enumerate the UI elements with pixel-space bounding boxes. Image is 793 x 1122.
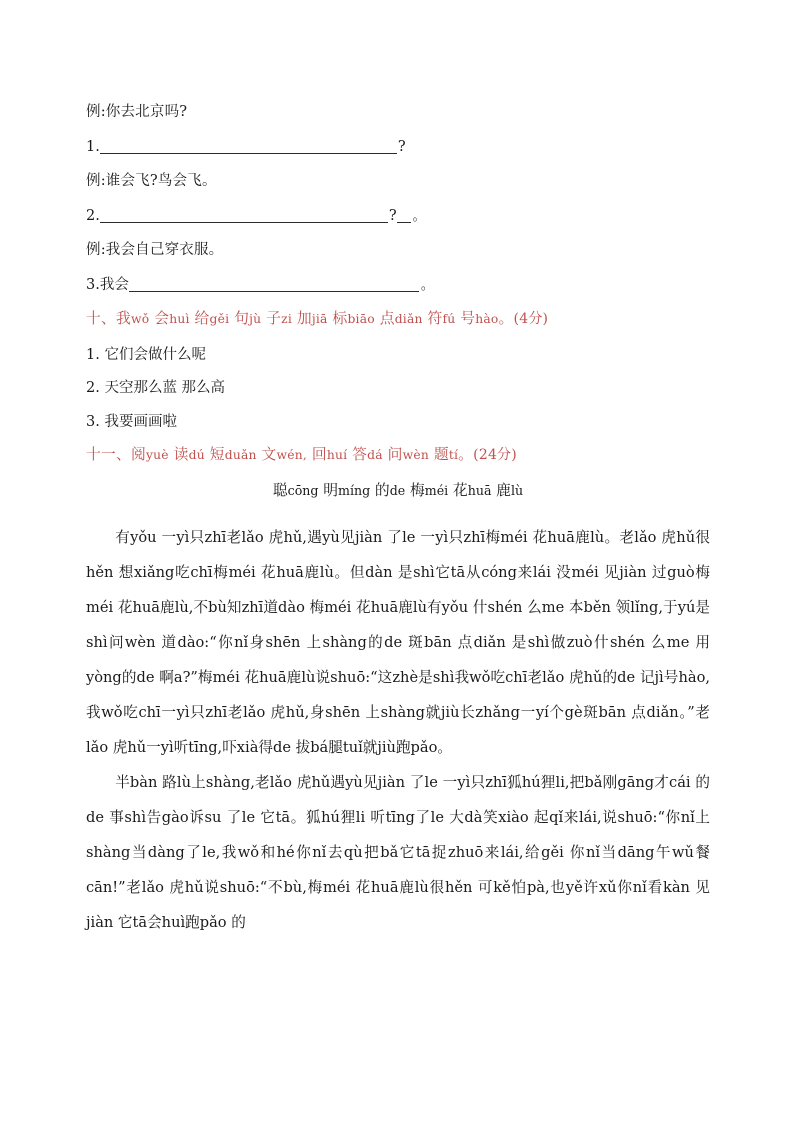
example-line-2: 例:谁会飞?鸟会飞。 <box>86 173 217 189</box>
answer-number-1: 1. <box>86 138 100 155</box>
section-ten-number: 十、 <box>86 310 116 327</box>
section-eleven-number: 十一、 <box>86 446 131 464</box>
section-ten-items <box>86 348 710 430</box>
page-content <box>86 105 710 940</box>
section-ten-heading-pair-2 <box>154 310 189 327</box>
section-ten-heading-pinyin-3: gěi <box>209 312 230 326</box>
section-ten-heading-pair-7 <box>332 310 374 327</box>
answer-row-2[interactable] <box>86 209 710 224</box>
section-ten-terminator: 。 <box>498 310 514 327</box>
section-eleven-heading-pair-6 <box>352 446 383 463</box>
passage-title-pinyin-2: míng <box>338 483 371 499</box>
example-line-1: 例:你去北京吗? <box>86 104 188 120</box>
answer-tail-1: ? <box>397 138 406 155</box>
section-eleven-heading-pair-2 <box>174 446 205 463</box>
passage-title-pinyin-3: de <box>389 483 406 499</box>
answer-row-1[interactable] <box>86 140 710 155</box>
passage-paragraph-1: 有yǒu 一yì只zhī老lǎo 虎hǔ,遇yù见jiàn 了le 一yì只zhī梅méi 花huā鹿lù。老lǎo 虎hǔ很hěn 想xiǎng吃chī梅méi 花huā鹿lù。但dàn 是shì它tā从cóng来lái 没méi 见jiàn 过guò梅méi 花huā鹿lù,不bù知zhī道dào 梅méi 花huā鹿lù有yǒu 什shén 么me 本běn 领lǐng,于yú是shì问wèn 道dào:“你nǐ身shēn 上shàng的de 斑bān 点diǎn 是shì做zuò什shén 么me 用yòng的de 啊a?”梅méi 花huā鹿lù说shuō:“这zhè是shì我wǒ吃chī老lǎo 虎hǔ的de 记jì号hào,我wǒ吃chī一yì只zhī老lǎo 虎hǔ,身shēn 上shàng就jiù长zhǎng一yí个gè斑bān 点diǎn。”老lǎo 虎hǔ一yì听tīng,吓xià得de 拔bá腿tuǐ就jiù跑pǎo。 <box>86 528 710 756</box>
section-ten-heading-pinyin-5: zi <box>281 312 292 326</box>
passage-title-hanzi-6: 鹿 <box>496 482 511 500</box>
section-ten-heading-pinyin-1: wǒ <box>131 312 150 326</box>
section-ten-heading-pinyin-9: fú <box>442 312 456 326</box>
answer-row-3[interactable] <box>86 278 710 293</box>
section-ten-heading-pinyin-10: hào <box>475 312 499 326</box>
section-ten-heading-pair-8 <box>380 310 423 327</box>
section-ten-item-3: 3. 我要画画啦 <box>86 413 177 430</box>
section-ten-heading-hanzi-1: 我 <box>116 310 131 327</box>
passage-title-pair-5 <box>453 482 492 499</box>
answer-tail-2: ? <box>388 207 397 224</box>
section-eleven-heading-hanzi-8: 题 <box>433 446 449 464</box>
section-ten-heading-hanzi-10: 号 <box>460 310 476 327</box>
section-ten-heading-pair-4 <box>234 310 261 327</box>
passage-title-pair-3 <box>375 482 405 499</box>
section-ten-heading <box>86 312 710 327</box>
section-ten-score: (4分) <box>513 311 549 327</box>
answer-blank-2b[interactable] <box>397 209 411 223</box>
answer-tail-2b: 。 <box>412 209 426 224</box>
section-eleven-heading-pair-3 <box>210 446 257 463</box>
section-ten-heading-pair-1 <box>116 310 149 327</box>
section-eleven-heading-hanzi-1: 阅 <box>131 446 146 464</box>
section-eleven-terminator: 。 <box>458 446 474 464</box>
passage-title-hanzi-4: 梅 <box>409 482 425 500</box>
section-eleven-heading-pair-4 <box>262 446 307 463</box>
section-eleven-heading-pinyin-6: dá <box>367 448 383 463</box>
section-eleven-heading-hanzi-6: 答 <box>352 446 368 464</box>
section-ten-heading-hanzi-5: 子 <box>266 310 282 327</box>
reading-passage <box>86 520 710 940</box>
passage-title-hanzi-2: 明 <box>323 482 339 500</box>
section-eleven-heading-pair-7 <box>388 446 429 463</box>
passage-title <box>86 484 710 499</box>
passage-title-pinyin-6: lù <box>510 483 524 499</box>
answer-number-2: 2. <box>86 207 100 224</box>
section-eleven-heading-hanzi-3: 短 <box>209 446 225 464</box>
example-line-3: 例:我会自己穿衣服。 <box>86 242 224 258</box>
section-ten-heading-pinyin-2: huì <box>169 312 190 326</box>
section-eleven-heading <box>86 448 710 463</box>
section-eleven-score: (24分) <box>473 447 517 464</box>
section-ten-heading-hanzi-2: 会 <box>154 310 170 327</box>
section-eleven-heading-pinyin-5: huí <box>326 448 348 463</box>
section-ten-heading-hanzi-3: 给 <box>194 310 210 327</box>
section-eleven-heading-pinyin-8: tí <box>448 448 459 463</box>
section-eleven-heading-pinyin-3: duǎn <box>224 448 257 463</box>
passage-title-pinyin-4: méi <box>424 483 449 499</box>
section-ten-heading-hanzi-8: 点 <box>379 310 395 327</box>
section-ten-heading-pair-5 <box>266 310 292 327</box>
section-eleven-heading-hanzi-5: 回 <box>311 446 327 464</box>
section-ten-heading-hanzi-9: 符 <box>427 310 443 327</box>
section-ten-heading-pinyin-8: diǎn <box>394 312 423 326</box>
section-ten-heading-pair-3 <box>195 310 230 327</box>
passage-title-pair-6 <box>496 482 523 499</box>
passage-title-hanzi-5: 花 <box>452 482 468 500</box>
answer-number-3: 3. <box>86 276 100 293</box>
section-ten-heading-pair-10 <box>460 310 498 327</box>
passage-title-hanzi-1: 聪 <box>272 482 288 500</box>
section-ten-heading-pinyin-7: biāo <box>347 312 375 326</box>
answer-tail-3: 。 <box>420 278 434 293</box>
section-ten-heading-hanzi-6: 加 <box>296 310 312 327</box>
passage-title-pinyin-1: cōng <box>287 483 319 499</box>
section-ten-heading-pair-9 <box>428 310 456 327</box>
answer-lead-3: 我会 <box>99 276 129 293</box>
section-eleven-heading-pair-1 <box>131 446 169 463</box>
passage-title-pair-2 <box>323 482 370 499</box>
section-ten-heading-hanzi-7: 标 <box>332 310 348 327</box>
section-ten-heading-pinyin-4: jù <box>249 312 262 326</box>
answer-blank-1[interactable] <box>100 140 397 154</box>
section-eleven-heading-pinyin-1: yuè <box>146 448 169 463</box>
section-ten-heading-pair-6 <box>297 310 328 327</box>
answer-blank-3[interactable] <box>129 278 419 292</box>
section-ten-item-1: 1. 它们会做什么呢 <box>86 346 206 363</box>
passage-title-hanzi-3: 的 <box>374 482 390 500</box>
passage-paragraph-2: 半bàn 路lù上shàng,老lǎo 虎hǔ遇yù见jiàn 了le 一yì只zhī狐hú狸li,把bǎ刚gāng才cái 的de 事shì告gào诉su 了le 它tā。狐hú狸li 听tīng了le 大dà笑xiào 起qǐ来lái,说shuō:“你nǐ上shàng当dàng了le,我wǒ和hé你nǐ去qù把bǎ它tā捉zhuō来lái,给gěi 你nǐ当dāng午wǔ餐cān!”老lǎo 虎hǔ说shuō:“不bù,梅méi 花huā鹿lù很hěn 可kě怕pà,也yě许xǔ你nǐ看kàn 见jiàn 它tā会huì跑pǎo 的 <box>86 773 710 931</box>
section-eleven-heading-hanzi-4: 文 <box>261 446 277 464</box>
section-ten-heading-pinyin-6: jiā <box>311 312 328 326</box>
section-eleven-heading-pinyin-4: wén, <box>276 448 307 463</box>
section-eleven-heading-pair-8 <box>434 446 458 463</box>
section-eleven-heading-hanzi-2: 读 <box>173 446 189 464</box>
section-ten-item-2: 2. 天空那么蓝 那么高 <box>86 380 226 397</box>
section-eleven-heading-pinyin-2: dú <box>188 448 205 463</box>
section-eleven-heading-pair-5 <box>312 446 347 463</box>
passage-title-pair-1 <box>273 482 319 499</box>
sentence-exercise-block <box>86 105 710 292</box>
section-eleven-heading-pinyin-7: wèn <box>402 448 429 463</box>
section-ten-heading-hanzi-4: 句 <box>234 310 250 327</box>
section-eleven-heading-hanzi-7: 问 <box>387 446 403 464</box>
passage-title-pinyin-5: huā <box>467 483 492 499</box>
answer-blank-2[interactable] <box>100 209 388 223</box>
passage-title-pair-4 <box>410 482 448 499</box>
